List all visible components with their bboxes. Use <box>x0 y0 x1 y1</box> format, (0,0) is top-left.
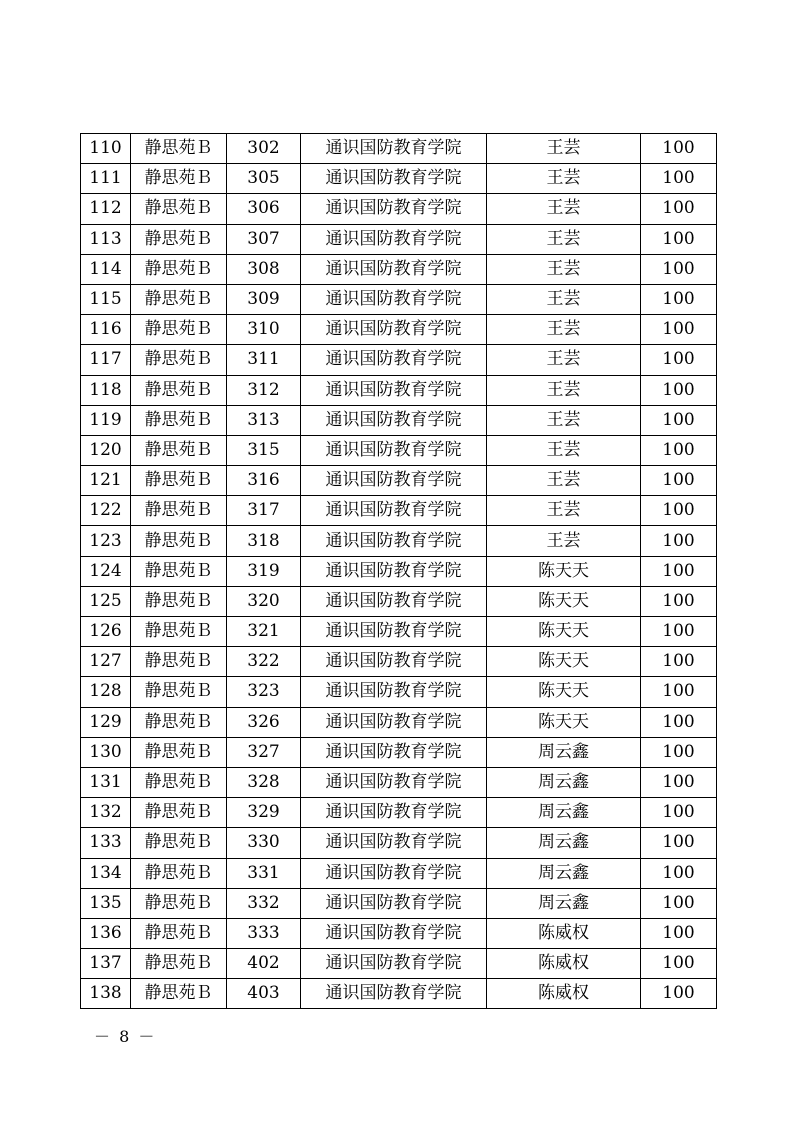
row-index-cell: 126 <box>81 617 131 647</box>
college-cell: 通识国防教育学院 <box>301 526 487 556</box>
room-number-cell: 319 <box>227 556 301 586</box>
counselor-cell: 王芸 <box>487 435 641 465</box>
college-cell: 通识国防教育学院 <box>301 556 487 586</box>
table-row <box>81 254 717 284</box>
row-index-cell: 134 <box>81 858 131 888</box>
room-number-cell: 330 <box>227 828 301 858</box>
counselor-cell: 王芸 <box>487 164 641 194</box>
room-number-cell: 302 <box>227 134 301 164</box>
room-number-cell: 305 <box>227 164 301 194</box>
counselor-cell: 陈威权 <box>487 979 641 1009</box>
row-index-cell: 115 <box>81 284 131 314</box>
counselor-cell: 周云鑫 <box>487 737 641 767</box>
college-cell: 通识国防教育学院 <box>301 284 487 314</box>
counselor-cell: 王芸 <box>487 254 641 284</box>
table-row <box>81 405 717 435</box>
row-index-cell: 135 <box>81 888 131 918</box>
building-cell: 静思苑Ｂ <box>131 677 227 707</box>
table-row <box>81 164 717 194</box>
score-cell: 100 <box>641 888 717 918</box>
table-row <box>81 918 717 948</box>
room-number-cell: 310 <box>227 315 301 345</box>
room-number-cell: 315 <box>227 435 301 465</box>
room-number-cell: 402 <box>227 949 301 979</box>
row-index-cell: 137 <box>81 949 131 979</box>
row-index-cell: 128 <box>81 677 131 707</box>
score-cell: 100 <box>641 556 717 586</box>
building-cell: 静思苑Ｂ <box>131 405 227 435</box>
counselor-cell: 陈天天 <box>487 647 641 677</box>
table-row <box>81 617 717 647</box>
room-number-cell: 318 <box>227 526 301 556</box>
table-row <box>81 556 717 586</box>
score-cell: 100 <box>641 164 717 194</box>
table-row <box>81 979 717 1009</box>
row-index-cell: 119 <box>81 405 131 435</box>
room-number-cell: 317 <box>227 496 301 526</box>
building-cell: 静思苑Ｂ <box>131 918 227 948</box>
table-row <box>81 315 717 345</box>
table-row <box>81 949 717 979</box>
score-cell: 100 <box>641 284 717 314</box>
college-cell: 通识国防教育学院 <box>301 194 487 224</box>
table-row <box>81 677 717 707</box>
score-cell: 100 <box>641 677 717 707</box>
score-cell: 100 <box>641 466 717 496</box>
counselor-cell: 王芸 <box>487 526 641 556</box>
row-index-cell: 129 <box>81 707 131 737</box>
building-cell: 静思苑Ｂ <box>131 254 227 284</box>
table-row <box>81 526 717 556</box>
table-row <box>81 345 717 375</box>
score-cell: 100 <box>641 345 717 375</box>
row-index-cell: 124 <box>81 556 131 586</box>
room-number-cell: 328 <box>227 767 301 797</box>
score-cell: 100 <box>641 315 717 345</box>
college-cell: 通识国防教育学院 <box>301 617 487 647</box>
building-cell: 静思苑Ｂ <box>131 949 227 979</box>
college-cell: 通识国防教育学院 <box>301 707 487 737</box>
counselor-cell: 陈威权 <box>487 918 641 948</box>
building-cell: 静思苑Ｂ <box>131 224 227 254</box>
college-cell: 通识国防教育学院 <box>301 858 487 888</box>
building-cell: 静思苑Ｂ <box>131 194 227 224</box>
room-number-cell: 311 <box>227 345 301 375</box>
table-body <box>81 134 717 1009</box>
score-cell: 100 <box>641 586 717 616</box>
counselor-cell: 王芸 <box>487 375 641 405</box>
score-cell: 100 <box>641 707 717 737</box>
table-row <box>81 194 717 224</box>
counselor-cell: 周云鑫 <box>487 858 641 888</box>
college-cell: 通识国防教育学院 <box>301 949 487 979</box>
room-number-cell: 308 <box>227 254 301 284</box>
college-cell: 通识国防教育学院 <box>301 435 487 465</box>
counselor-cell: 陈天天 <box>487 677 641 707</box>
counselor-cell: 王芸 <box>487 466 641 496</box>
counselor-cell: 王芸 <box>487 405 641 435</box>
college-cell: 通识国防教育学院 <box>301 345 487 375</box>
score-cell: 100 <box>641 526 717 556</box>
building-cell: 静思苑Ｂ <box>131 707 227 737</box>
room-number-cell: 313 <box>227 405 301 435</box>
college-cell: 通识国防教育学院 <box>301 798 487 828</box>
room-number-cell: 309 <box>227 284 301 314</box>
row-index-cell: 132 <box>81 798 131 828</box>
college-cell: 通识国防教育学院 <box>301 466 487 496</box>
room-number-cell: 329 <box>227 798 301 828</box>
score-cell: 100 <box>641 737 717 767</box>
room-number-cell: 322 <box>227 647 301 677</box>
counselor-cell: 王芸 <box>487 315 641 345</box>
counselor-cell: 王芸 <box>487 496 641 526</box>
score-cell: 100 <box>641 617 717 647</box>
row-index-cell: 130 <box>81 737 131 767</box>
counselor-cell: 周云鑫 <box>487 798 641 828</box>
row-index-cell: 116 <box>81 315 131 345</box>
row-index-cell: 121 <box>81 466 131 496</box>
score-cell: 100 <box>641 405 717 435</box>
college-cell: 通识国防教育学院 <box>301 737 487 767</box>
table-row <box>81 647 717 677</box>
building-cell: 静思苑Ｂ <box>131 737 227 767</box>
score-cell: 100 <box>641 828 717 858</box>
room-number-cell: 307 <box>227 224 301 254</box>
row-index-cell: 110 <box>81 134 131 164</box>
table-row <box>81 466 717 496</box>
dormitory-score-table <box>80 133 717 1009</box>
college-cell: 通识国防教育学院 <box>301 979 487 1009</box>
table-row <box>81 858 717 888</box>
row-index-cell: 125 <box>81 586 131 616</box>
college-cell: 通识国防教育学院 <box>301 586 487 616</box>
counselor-cell: 周云鑫 <box>487 828 641 858</box>
counselor-cell: 陈威权 <box>487 949 641 979</box>
building-cell: 静思苑Ｂ <box>131 888 227 918</box>
room-number-cell: 331 <box>227 858 301 888</box>
counselor-cell: 周云鑫 <box>487 888 641 918</box>
row-index-cell: 131 <box>81 767 131 797</box>
room-number-cell: 332 <box>227 888 301 918</box>
college-cell: 通识国防教育学院 <box>301 677 487 707</box>
table-row <box>81 224 717 254</box>
college-cell: 通识国防教育学院 <box>301 918 487 948</box>
score-cell: 100 <box>641 435 717 465</box>
counselor-cell: 陈天天 <box>487 617 641 647</box>
building-cell: 静思苑Ｂ <box>131 586 227 616</box>
building-cell: 静思苑Ｂ <box>131 375 227 405</box>
room-number-cell: 320 <box>227 586 301 616</box>
building-cell: 静思苑Ｂ <box>131 828 227 858</box>
table-row <box>81 828 717 858</box>
table-row <box>81 435 717 465</box>
score-cell: 100 <box>641 496 717 526</box>
score-cell: 100 <box>641 134 717 164</box>
counselor-cell: 王芸 <box>487 345 641 375</box>
room-number-cell: 316 <box>227 466 301 496</box>
score-cell: 100 <box>641 254 717 284</box>
score-cell: 100 <box>641 647 717 677</box>
room-number-cell: 312 <box>227 375 301 405</box>
row-index-cell: 122 <box>81 496 131 526</box>
college-cell: 通识国防教育学院 <box>301 134 487 164</box>
building-cell: 静思苑Ｂ <box>131 858 227 888</box>
college-cell: 通识国防教育学院 <box>301 254 487 284</box>
table-row <box>81 134 717 164</box>
college-cell: 通识国防教育学院 <box>301 767 487 797</box>
row-index-cell: 111 <box>81 164 131 194</box>
room-number-cell: 321 <box>227 617 301 647</box>
college-cell: 通识国防教育学院 <box>301 164 487 194</box>
building-cell: 静思苑Ｂ <box>131 617 227 647</box>
score-cell: 100 <box>641 979 717 1009</box>
college-cell: 通识国防教育学院 <box>301 224 487 254</box>
table-row <box>81 707 717 737</box>
row-index-cell: 136 <box>81 918 131 948</box>
counselor-cell: 王芸 <box>487 194 641 224</box>
building-cell: 静思苑Ｂ <box>131 284 227 314</box>
score-cell: 100 <box>641 798 717 828</box>
table-row <box>81 737 717 767</box>
row-index-cell: 138 <box>81 979 131 1009</box>
row-index-cell: 118 <box>81 375 131 405</box>
building-cell: 静思苑Ｂ <box>131 134 227 164</box>
score-cell: 100 <box>641 224 717 254</box>
college-cell: 通识国防教育学院 <box>301 496 487 526</box>
building-cell: 静思苑Ｂ <box>131 798 227 828</box>
score-cell: 100 <box>641 949 717 979</box>
row-index-cell: 123 <box>81 526 131 556</box>
table-row <box>81 798 717 828</box>
row-index-cell: 120 <box>81 435 131 465</box>
college-cell: 通识国防教育学院 <box>301 888 487 918</box>
score-cell: 100 <box>641 767 717 797</box>
building-cell: 静思苑Ｂ <box>131 315 227 345</box>
counselor-cell: 陈天天 <box>487 556 641 586</box>
college-cell: 通识国防教育学院 <box>301 828 487 858</box>
table-row <box>81 375 717 405</box>
building-cell: 静思苑Ｂ <box>131 496 227 526</box>
building-cell: 静思苑Ｂ <box>131 526 227 556</box>
building-cell: 静思苑Ｂ <box>131 647 227 677</box>
row-index-cell: 133 <box>81 828 131 858</box>
college-cell: 通识国防教育学院 <box>301 315 487 345</box>
score-cell: 100 <box>641 375 717 405</box>
row-index-cell: 112 <box>81 194 131 224</box>
building-cell: 静思苑Ｂ <box>131 345 227 375</box>
building-cell: 静思苑Ｂ <box>131 979 227 1009</box>
row-index-cell: 127 <box>81 647 131 677</box>
room-number-cell: 326 <box>227 707 301 737</box>
table-row <box>81 767 717 797</box>
room-number-cell: 403 <box>227 979 301 1009</box>
score-cell: 100 <box>641 858 717 888</box>
room-number-cell: 333 <box>227 918 301 948</box>
room-number-cell: 323 <box>227 677 301 707</box>
room-number-cell: 306 <box>227 194 301 224</box>
building-cell: 静思苑Ｂ <box>131 435 227 465</box>
table-row <box>81 284 717 314</box>
room-number-cell: 327 <box>227 737 301 767</box>
row-index-cell: 113 <box>81 224 131 254</box>
counselor-cell: 王芸 <box>487 284 641 314</box>
table-row <box>81 496 717 526</box>
building-cell: 静思苑Ｂ <box>131 767 227 797</box>
page-number: － 8 － <box>94 1027 157 1046</box>
row-index-cell: 114 <box>81 254 131 284</box>
college-cell: 通识国防教育学院 <box>301 647 487 677</box>
college-cell: 通识国防教育学院 <box>301 405 487 435</box>
score-cell: 100 <box>641 918 717 948</box>
row-index-cell: 117 <box>81 345 131 375</box>
building-cell: 静思苑Ｂ <box>131 164 227 194</box>
score-cell: 100 <box>641 194 717 224</box>
counselor-cell: 陈天天 <box>487 586 641 616</box>
counselor-cell: 陈天天 <box>487 707 641 737</box>
counselor-cell: 王芸 <box>487 224 641 254</box>
table-row <box>81 888 717 918</box>
building-cell: 静思苑Ｂ <box>131 556 227 586</box>
counselor-cell: 王芸 <box>487 134 641 164</box>
counselor-cell: 周云鑫 <box>487 767 641 797</box>
building-cell: 静思苑Ｂ <box>131 466 227 496</box>
college-cell: 通识国防教育学院 <box>301 375 487 405</box>
table-row <box>81 586 717 616</box>
